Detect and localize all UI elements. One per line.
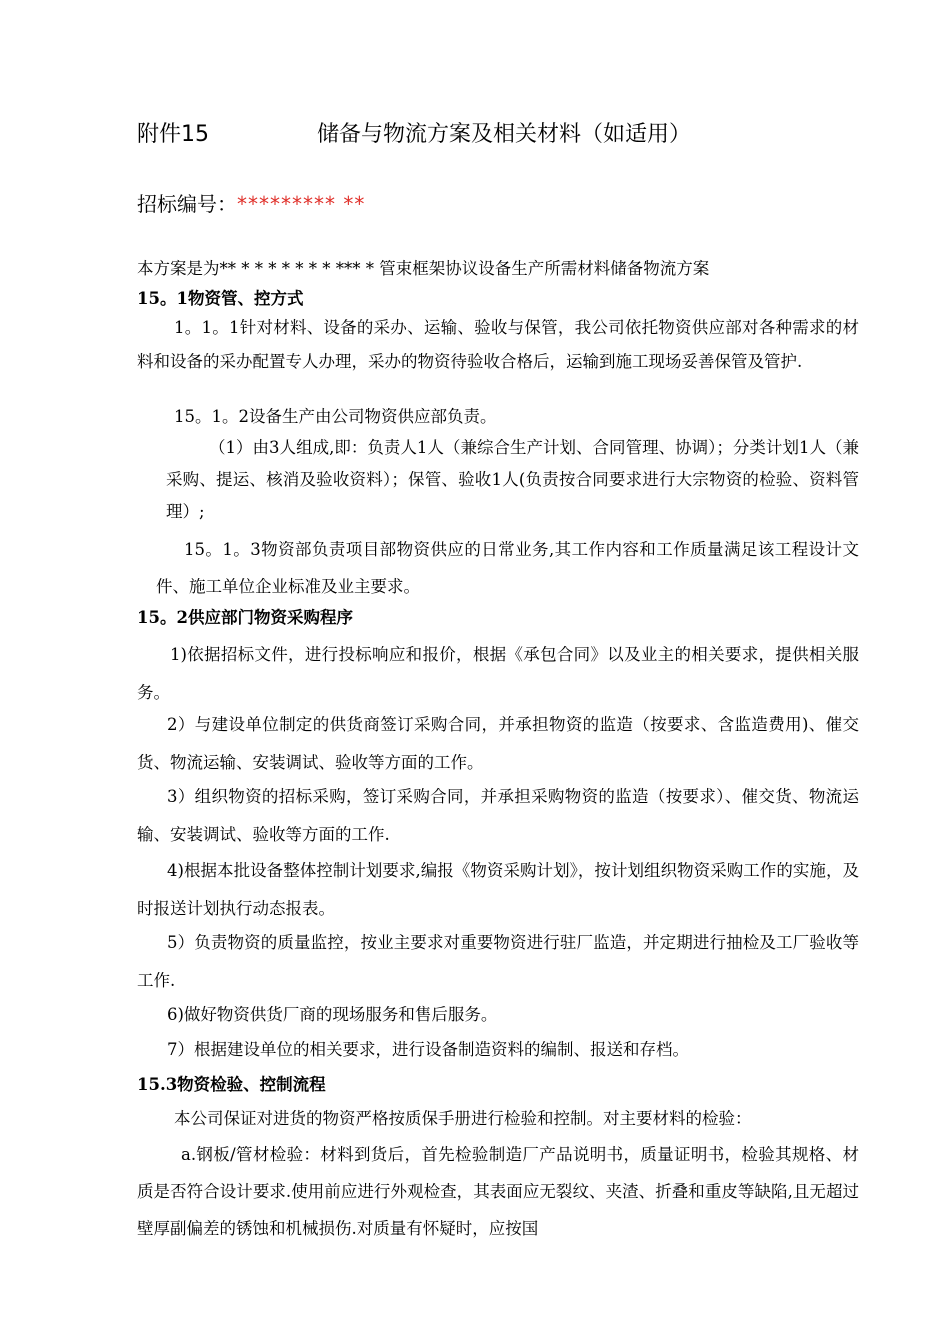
- document-title: [137, 119, 890, 151]
- attachment-number: 附件15: [137, 122, 209, 147]
- section-1-paragraph-3: （1）由3人组成,即：负责人1人（兼综合生产计划、合同管理、协调）；分类计划1人（兼采购、提运、核消及验收资料）；保管、验收1人(负责按合同要求进行大宗物资的检验、资料管理）;: [166, 438, 859, 521]
- section-2-paragraph-7: 7）根据建设单位的相关要求，进行设备制造资料的编制、报送和存档。: [167, 1040, 689, 1059]
- section-3-paragraph-1: 本公司保证对进货的物资严格按质保手册进行检验和控制。对主要材料的检验：: [174, 1109, 752, 1128]
- section-1-paragraph-4: 15。1。3物资部负责项目部物资供应的日常业务,其工作内容和工作质量满足该工程设计文件、施工单位企业标准及业主要求。: [156, 540, 859, 596]
- section-2-paragraph-4: 4)根据本批设备整体控制计划要求,编报《物资采购计划》，按计划组织物资采购工作的实施，及时报送计划执行动态报表。: [137, 861, 859, 918]
- section-2-paragraph-3: 3）组织物资的招标采购，签订采购合同，并承担采购物资的监造（按要求）、催交货、物流运输、安装调试、验收等方面的工作.: [137, 787, 859, 844]
- title-text: 储备与物流方案及相关材料（如适用）: [317, 122, 692, 147]
- section-2-paragraph-6: 6)做好物资供货厂商的现场服务和售后服务。: [167, 1005, 498, 1024]
- section-heading: 15.3物资检验、控制流程: [137, 1075, 326, 1094]
- section-3-paragraph-2: a.钢板/管材检验：材料到货后，首先检验制造厂产品说明书，质量证明书，检验其规格、材质是否符合设计要求.使用前应进行外观检查，其表面应无裂纹、夹渣、折叠和重皮等缺陷,且无超过壁厚副偏差的锈蚀和机械损伤.对质量有怀疑时，应按国: [137, 1145, 859, 1238]
- section-1: [137, 285, 859, 313]
- section-heading: 15。2供应部门物资采购程序: [137, 608, 353, 627]
- section-2-paragraph-1: 1)依据招标文件，进行投标响应和报价，根据《承包合同》以及业主的相关要求，提供相关服务。: [137, 645, 859, 702]
- section-2: [137, 604, 859, 632]
- section-heading: 15。1物资管、控方式: [137, 289, 304, 308]
- section-1-paragraph-2: 15。1。2设备生产由公司物资供应部负责。: [174, 407, 497, 426]
- bid-number-value: ********* **: [237, 192, 366, 216]
- intro-line: 本方案是为** * * * * * * * *** * 管束框架协议设备生产所需材料储备物流方案: [137, 259, 710, 278]
- section-2-paragraph-5: 5）负责物资的质量监控，按业主要求对重要物资进行驻厂监造，并定期进行抽检及工厂验收等工作.: [137, 933, 859, 990]
- bid-number-line: [137, 188, 365, 220]
- bid-number-label: 招标编号：: [137, 192, 237, 216]
- section-3: [137, 1071, 859, 1099]
- section-2-paragraph-2: 2）与建设单位制定的供货商签订采购合同，并承担物资的监造（按要求、含监造费用)、催交货、物流运输、安装调试、验收等方面的工作。: [137, 715, 859, 772]
- section-1-paragraph-1: 1。1。1针对材料、设备的采办、运输、验收与保管，我公司依托物资供应部对各种需求的材料和设备的采办配置专人办理，采办的物资待验收合格后，运输到施工现场妥善保管及管护.: [137, 318, 859, 371]
